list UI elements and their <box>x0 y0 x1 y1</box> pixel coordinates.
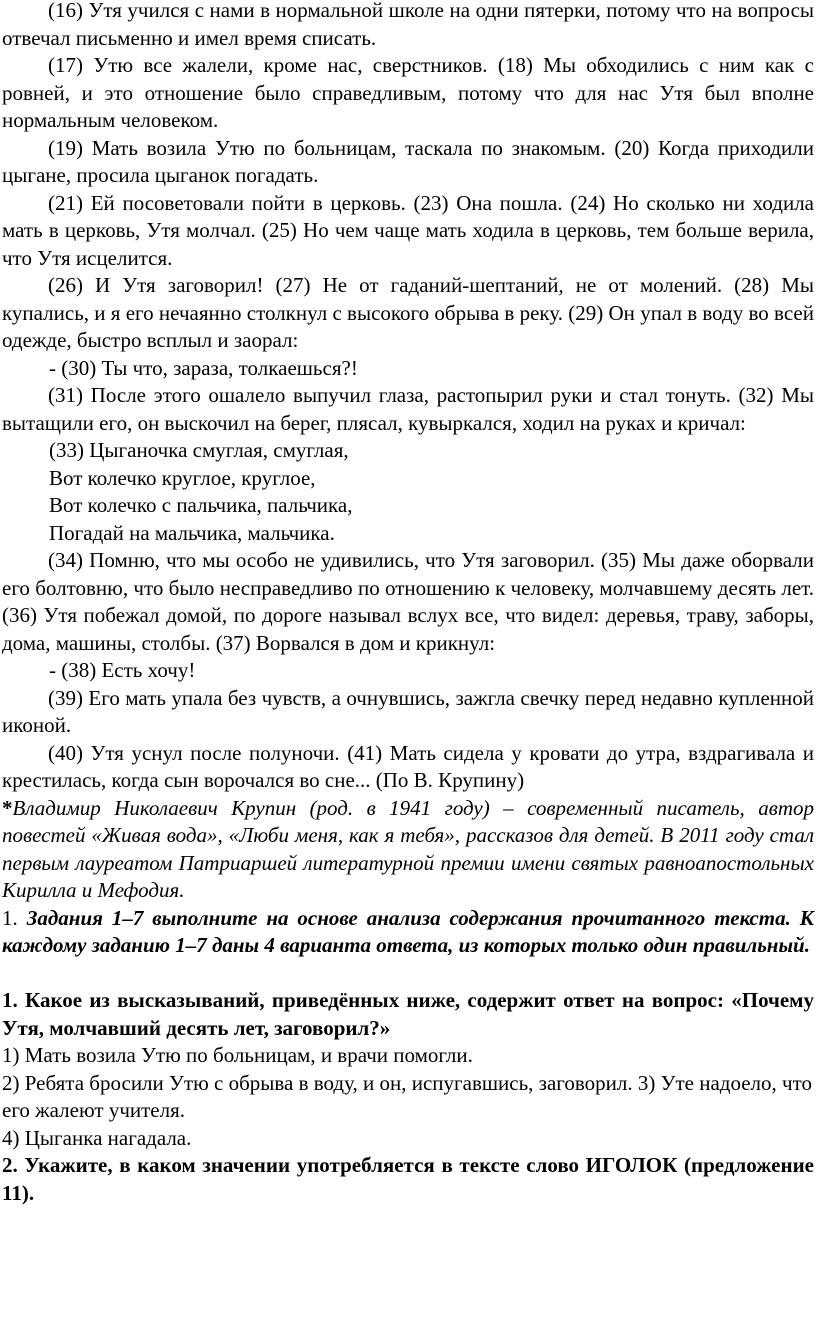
paragraph-39: (39) Его мать упала без чувств, а очнувшись, зажгла свечку перед недавно купленной иконой. <box>2 685 814 737</box>
author-note-text: Владимир Николаевич Крупин (род. в 1941 году) – современный писатель, автор повестей «Живая вода», «Люби меня, как я тебя», рассказов для детей. В 2011 году стал первым лауреатом Патриаршей литературной премии имени святых равноапостольных Кирилла и Мефодия. <box>2 795 814 902</box>
paragraph-26: (26) И Утя заговорил! (27) Не от гаданий-шептаний, не от молений. (28) Мы купались, и я его нечаянно столкнул с высокого обрыва в реку. (29) Он упал в воду во всей одежде, быстро всплыл и заорал: <box>2 273 814 352</box>
verse-line: Вот колечко круглое, круглое, <box>49 465 316 490</box>
blank-line <box>2 960 814 988</box>
footnote-star: * <box>2 795 13 820</box>
question-2: 2. Укажите, в каком значении употребляется в тексте слово ИГОЛОК (предложение 11). <box>2 1153 814 1205</box>
song-verse <box>2 437 814 547</box>
paragraph-21: (21) Ей посоветовали пойти в церковь. (23) Она пошла. (24) Но сколько ни ходила мать в церковь, Утя молчал. (25) Но чем чаще мать ходила в церковь, тем больше верила, что Утя исцелится. <box>2 190 814 270</box>
paragraph-19: (19) Мать возила Утю по больницам, таскала по знакомым. (20) Когда приходили цыгане, просила цыганок погадать. <box>2 135 814 187</box>
dialogue-line-38: - (38) Есть хочу! <box>49 658 196 682</box>
paragraph-31: (31) После этого ошалело выпучил глаза, растопырил руки и стал тонуть. (32) Мы вытащили его, он выскочил на берег, плясал, кувыркался, ходил на руках и кричал: <box>2 383 814 435</box>
paragraph-34: (34) Помню, что мы особо не удивились, что Утя заговорил. (35) Мы даже оборвали его болтовню, что было несправедливо по отношению к человеку, молчавшему десять лет.(36) Утя побежал домой, по дороге называл вслух все, что видел: деревья, траву, заборы, дома, машины, столбы. (37) Ворвался в дом и крикнул: <box>2 548 814 655</box>
answer-option: 1) Мать возила Утю по больницам, и врачи помогли. <box>2 1043 473 1067</box>
paragraph-40: (40) Утя уснул после полуночи. (41) Мать сидела у кровати до утра, вздрагивала и крестилась, когда сын ворочался во сне... (По В. Крупину) <box>2 740 814 792</box>
task-instruction <box>2 905 814 960</box>
verse-line: Вот колечко с пальчика, пальчика, <box>49 493 353 517</box>
question-1: 1. Какое из высказываний, приведённых ниже, содержит ответ на вопрос: «Почему Утя, молчавший десять лет, заговорил?» <box>2 988 814 1040</box>
task-number: 1. <box>2 905 27 930</box>
answer-option: 4) Цыганка нагадала. <box>2 1125 192 1150</box>
verse-line: Погадай на мальчика, мальчика. <box>49 520 335 545</box>
paragraph-16: (16) Утя учился с нами в нормальной школе на одни пятерки, потому что на вопросы отвечал письменно и имел время списать. <box>2 0 814 50</box>
answer-option: 2) Ребята бросили Утю с обрыва в воду, и он, испугавшись, заговорил. 3) Уте надоело, что его жалеют учителя. <box>2 1070 812 1122</box>
task-instruction-text: Задания 1–7 выполните на основе анализа содержания прочитанного текста. К каждому заданию 1–7 даны 4 варианта ответа, из которых только один правильный. <box>2 905 815 957</box>
dialogue-line-30: - (30) Ты что, зараза, толкаешься?! <box>49 355 358 380</box>
verse-line: (33) Цыганочка смуглая, смуглая, <box>49 438 349 462</box>
paragraph-17: (17) Утю все жалели, кроме нас, сверстников. (18) Мы обходились с ним как с ровней, и это отношение было справедливым, потому что для нас Утя был вполне нормальным человеком. <box>2 53 814 132</box>
author-note <box>2 795 814 905</box>
